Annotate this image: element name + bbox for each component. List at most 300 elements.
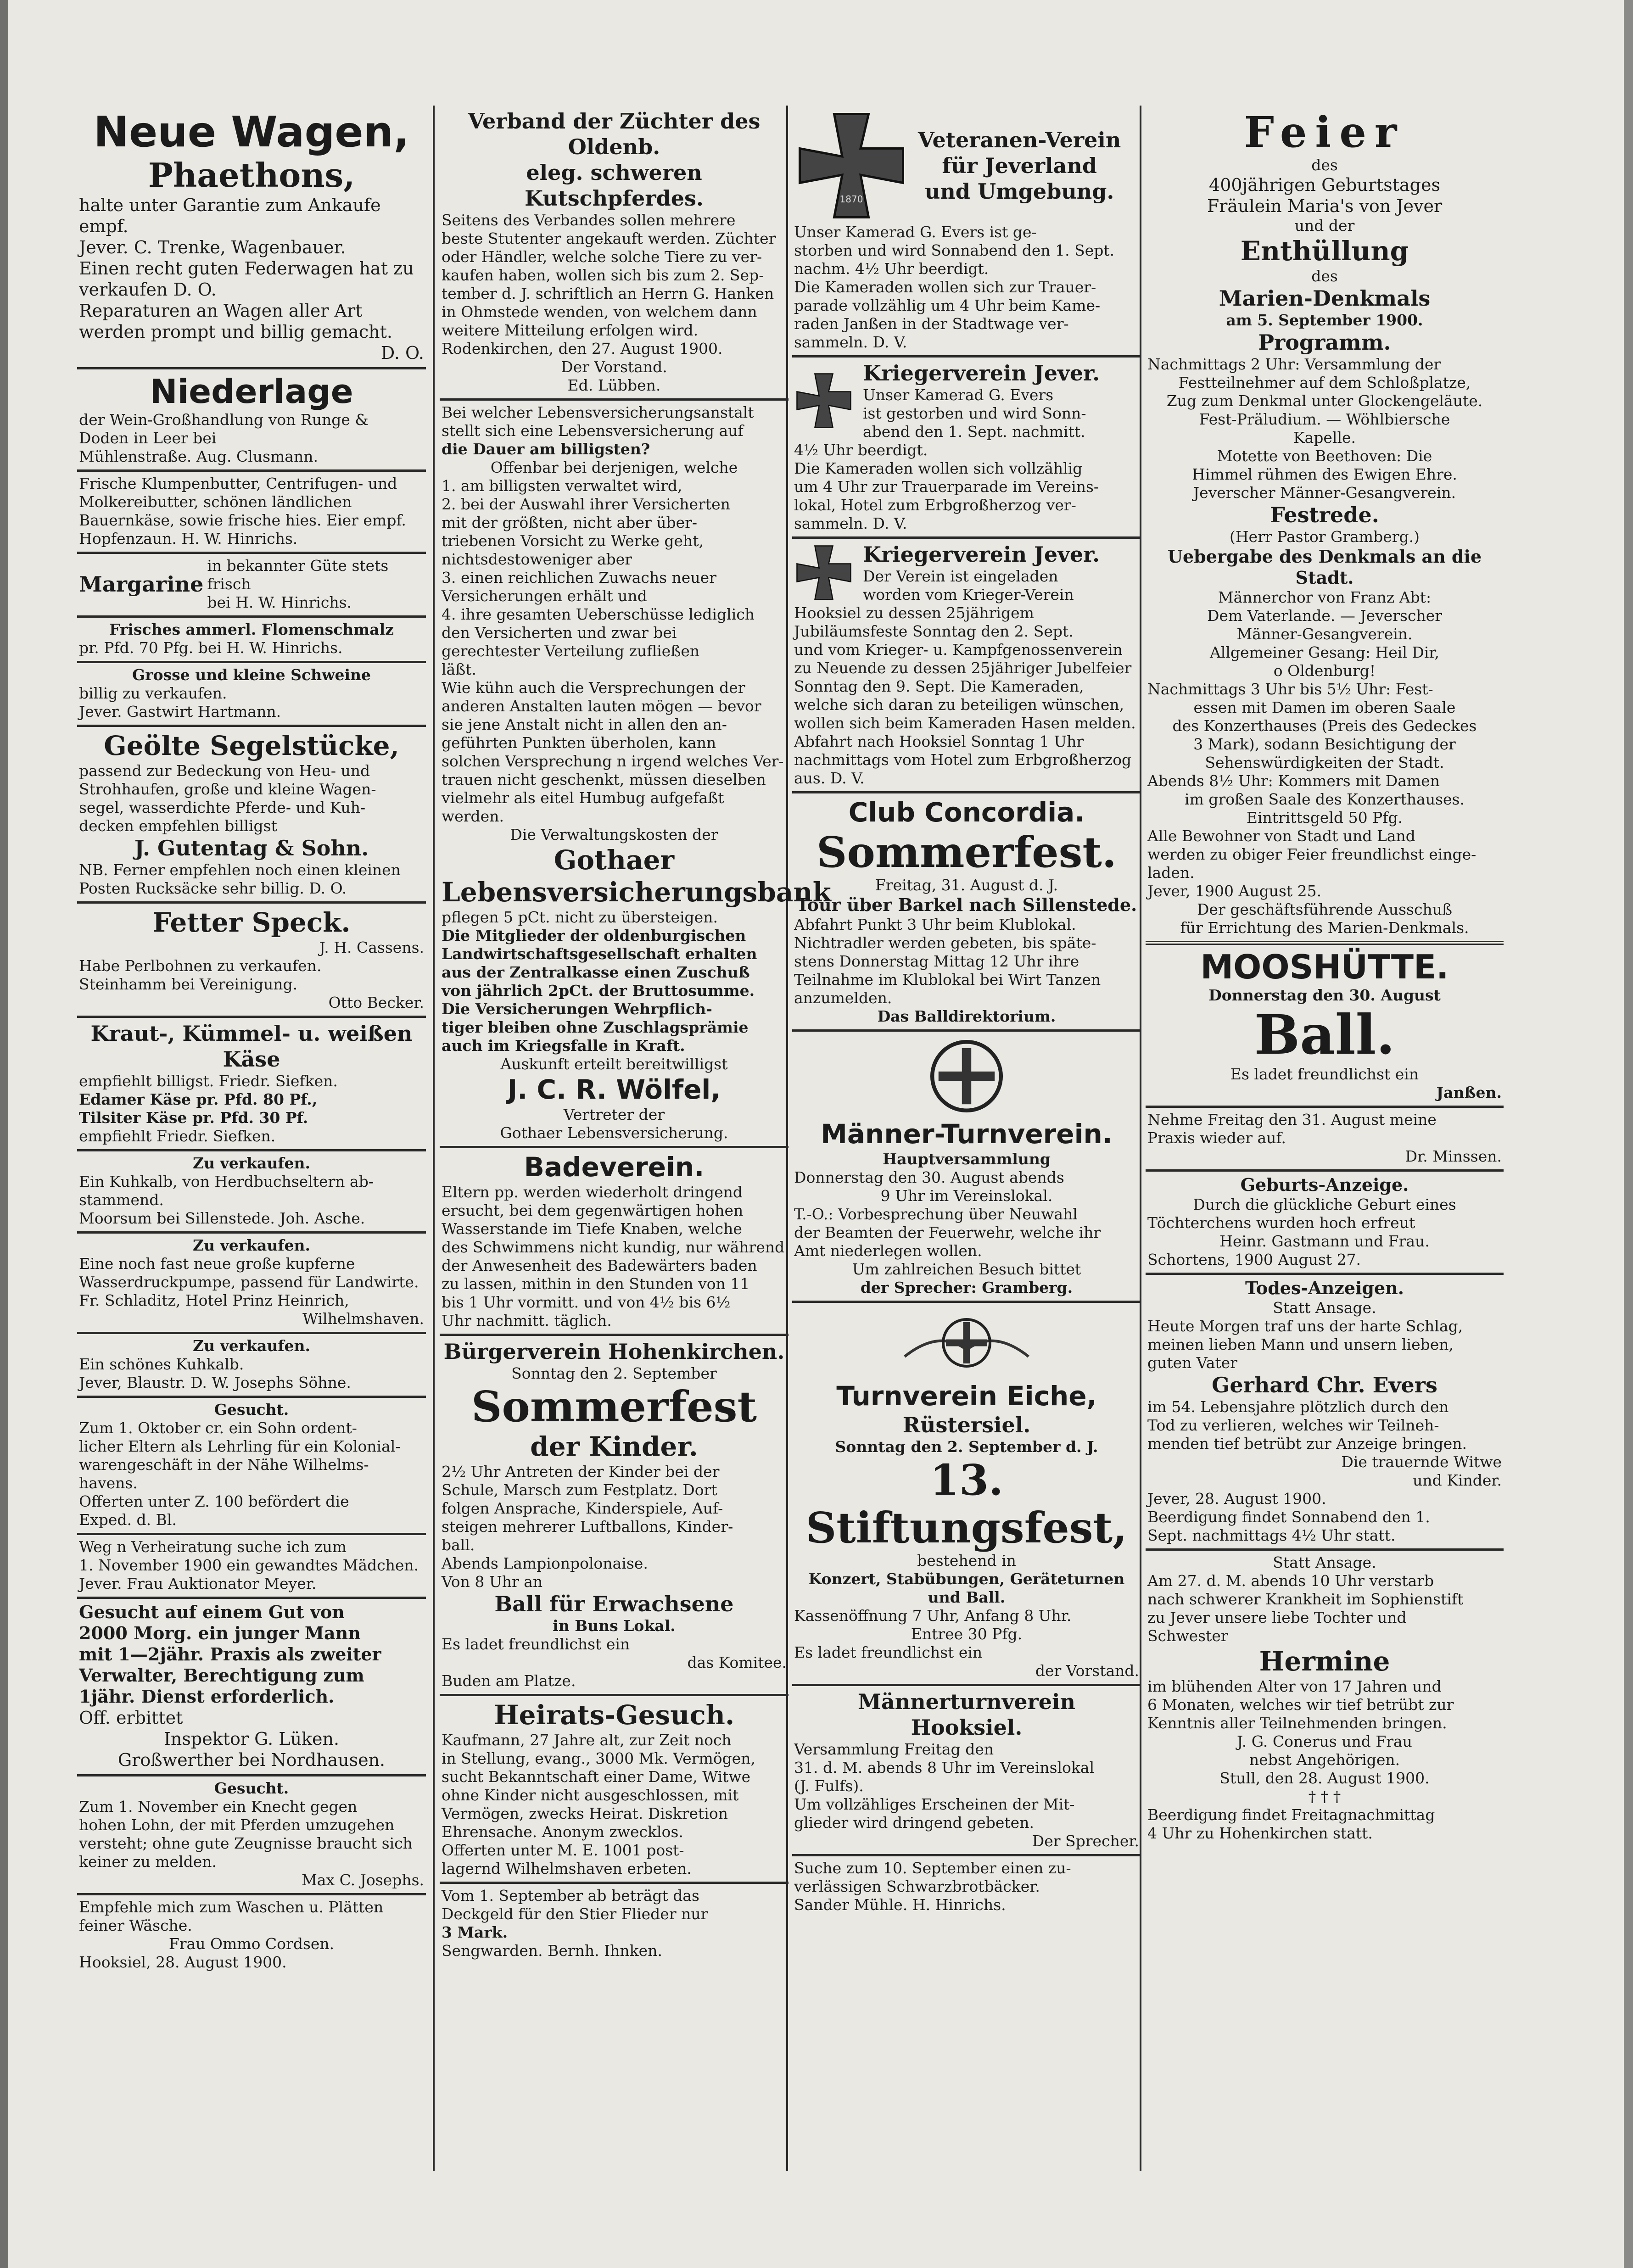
text-line: Gothaer Lebensversicherung.: [500, 1124, 728, 1142]
ad-title: der Kinder.: [530, 1431, 698, 1462]
text-line: Weg n Verheiratung suche ich zum: [79, 1538, 347, 1556]
text-line: Abfahrt Punkt 3 Uhr beim Klublokal.: [794, 916, 1076, 933]
ad-title: MOOSHÜTTE.: [1200, 948, 1449, 986]
text-line: Hooksiel, 28. August 1900.: [79, 1953, 287, 1971]
text-line: Rodenkirchen, den 27. August 1900.: [442, 340, 723, 358]
text-line: Teilnahme im Klublokal bei Wirt Tanzen: [794, 971, 1101, 989]
text-line: Jever. Gastwirt Hartmann.: [79, 703, 281, 721]
text-line: Hooksiel zu dessen 25jährigem: [794, 604, 1034, 622]
text-line: Ehrensache. Anonym zwecklos.: [442, 1823, 683, 1841]
text-line: bestehend in: [917, 1552, 1016, 1570]
text-line: Beerdigung findet Freitagnachmittag: [1147, 1806, 1435, 1824]
text-line: Wie kühn auch die Versprechungen der: [442, 679, 745, 697]
text-line: Kapelle.: [1293, 429, 1356, 447]
text-line: empfiehlt Friedr. Siefken.: [79, 1127, 276, 1145]
text-line: Wasserstande im Tiefe Knaben, welche: [442, 1220, 742, 1238]
text-line: Jubiläumsfeste Sonntag den 2. Sept.: [794, 622, 1074, 640]
text-line: segel, wasserdichte Pferde- und Kuh-: [79, 799, 366, 816]
text-line: Es ladet freundlichst ein: [1230, 1065, 1419, 1083]
text-line: steigen mehrerer Luftballons, Kinder-: [442, 1518, 733, 1536]
ad-title: Enthüllung: [1240, 235, 1409, 267]
text-line: die Dauer am billigsten?: [442, 440, 650, 458]
text-line: Sonntag den 9. Sept. Die Kameraden,: [794, 677, 1084, 695]
text-line: Töchterchens wurden hoch erfreut: [1147, 1214, 1415, 1232]
ad-title: Kriegerverein Jever.: [863, 361, 1100, 385]
text-line: verlässigen Schwarzbrotbäcker.: [794, 1877, 1040, 1895]
text-line: Bauernkäse, sowie frische hies. Eier empf.: [79, 511, 406, 529]
ad-geburts-anzeige: [1146, 1172, 1504, 1275]
text-line: aus. D. V.: [794, 769, 865, 787]
text-line: Motette von Beethoven: Die: [1217, 447, 1432, 465]
text-line: Frisches ammerl. Flomenschmalz: [109, 620, 394, 638]
ad-title: Heirats-Gesuch.: [493, 1699, 735, 1731]
ad-neue-wagen: [77, 106, 426, 369]
text-line: Beerdigung findet Sonnabend den 1.: [1147, 1508, 1430, 1526]
ad-title: Ball.: [1254, 1003, 1395, 1067]
text-line: beste Stutenter angekauft werden. Züchter: [442, 229, 776, 247]
ad-title: Feier: [1244, 107, 1405, 157]
ad-title: Verband der Züchter des Oldenb.: [468, 109, 761, 159]
text-line: Jever, Blaustr. D. W. Josephs Söhne.: [79, 1374, 351, 1391]
text-line: Die Versicherungen Wehrpflich-: [442, 1000, 712, 1018]
ad-heading: Zu verkaufen.: [192, 1154, 311, 1172]
text-line: ohne Kinder nicht ausgeschlossen, mit: [442, 1786, 739, 1804]
text-line: Ein schönes Kuhkalb.: [79, 1355, 244, 1373]
ad-verband: [440, 106, 789, 401]
column-3: [792, 106, 1141, 1918]
ad-title: Geölte Segelstücke,: [104, 730, 399, 761]
text-line: Otto Becker.: [328, 994, 424, 1011]
text-line: 4. ihre gesamten Ueberschüsse lediglich: [442, 605, 755, 623]
text-line: Fr. Schladitz, Hotel Prinz Heinrich,: [79, 1291, 349, 1309]
text-line: von jährlich 2pCt. der Bruttosumme.: [442, 982, 755, 1000]
text-line: Stull, den 28. August 1900.: [1219, 1769, 1430, 1787]
text-line: Sehenswürdigkeiten der Stadt.: [1205, 754, 1444, 771]
text-line: Vertreter der: [563, 1106, 665, 1123]
text-line: Sengwarden. Bernh. Ihnken.: [442, 1942, 662, 1960]
text-line: licher Eltern als Lehrling für ein Kolonial-: [79, 1437, 401, 1455]
ad-todes-anzeige-hermine: [1146, 1551, 1504, 1846]
text-line: in Buns Lokal.: [553, 1617, 676, 1635]
ad-mooshuette: [1146, 945, 1504, 1108]
text-line: werden prompt und billig gemacht.: [79, 322, 392, 342]
ad-butter: [77, 472, 426, 554]
text-line: Sonntag den 2. September d. J.: [835, 1438, 1098, 1456]
ad-maenner-turnverein: [792, 1032, 1141, 1303]
ad-title: Todes-Anzeigen.: [1245, 1278, 1404, 1298]
text-line: läßt.: [442, 660, 477, 678]
text-line: Es ladet freundlichst ein: [794, 1643, 983, 1661]
text-line: in bekannter Güte stets frisch: [207, 557, 389, 593]
text-line: Heinr. Gastmann und Frau.: [1219, 1232, 1430, 1250]
text-line: der Beamten der Feuerwehr, welche ihr: [794, 1223, 1101, 1241]
text-line: Donnerstag den 30. August: [1208, 986, 1441, 1004]
text-line: Am 27. d. M. abends 10 Uhr verstarb: [1147, 1572, 1434, 1590]
text-line: warengeschäft in der Nähe Wilhelms-: [79, 1456, 369, 1474]
text-line: folgen Ansprache, Kinderspiele, Auf-: [442, 1499, 723, 1517]
text-line: den Versicherten und zwar bei: [442, 624, 677, 642]
text-line: (J. Fulfs).: [794, 1777, 864, 1795]
text-line: Habe Perlbohnen zu verkaufen.: [79, 957, 322, 975]
text-line: oder Händler, welche solche Tiere zu ver-: [442, 248, 762, 266]
text-line: Festteilnehmer auf dem Schloßplatze,: [1178, 374, 1471, 391]
ad-title: Sommerfest: [471, 1382, 757, 1431]
text-line: guten Vater: [1147, 1354, 1237, 1372]
text-line: mit 1—2jähr. Praxis als zweiter: [79, 1644, 381, 1665]
text-line: Eine noch fast neue große kupferne: [79, 1255, 355, 1273]
text-line: Jeverscher Männer-Gesangverein.: [1193, 484, 1456, 502]
ad-buergerverein: [440, 1336, 789, 1696]
text-line: Allgemeiner Gesang: Heil Dir,: [1209, 643, 1440, 661]
text-line: Amt niederlegen wollen.: [794, 1242, 982, 1260]
text-line: Edamer Käse pr. Pfd. 80 Pf.,: [79, 1090, 318, 1108]
text-line: ersucht, bei dem gegenwärtigen hohen: [442, 1201, 744, 1219]
text-line: Nachmittags 2 Uhr: Versammlung der: [1147, 355, 1441, 373]
text-line: Molkereibutter, schönen ländlichen: [79, 493, 352, 511]
text-line: 6 Monaten, welches wir tief betrübt zur: [1147, 1696, 1454, 1714]
ad-title: Kraut-, Kümmel- u. weißen Käse: [90, 1021, 413, 1072]
ad-title: Bürgerverein Hohenkirchen.: [443, 1339, 785, 1364]
text-line: Sept. nachmittags 4½ Uhr statt.: [1147, 1526, 1396, 1544]
text-line: Kaufmann, 27 Jahre alt, zur Zeit noch: [442, 1731, 732, 1749]
ad-title: und Umgebung.: [924, 179, 1114, 204]
text-line: Nichtradler werden gebeten, bis späte-: [794, 934, 1096, 952]
text-line: Zug zum Denkmal unter Glockengeläute.: [1166, 392, 1483, 410]
ad-margarine: [77, 554, 426, 618]
text-line: ist gestorben und wird Sonn-: [863, 404, 1086, 422]
text-line: und Kinder.: [1413, 1471, 1502, 1489]
text-line: Off. erbittet: [79, 1708, 183, 1728]
ad-schwarzbrot: [792, 1856, 1141, 1918]
ad-title: Fetter Speck.: [152, 907, 351, 938]
text-line: 3. einen reichlichen Zuwachs neuer: [442, 569, 716, 587]
text-line: des Schwimmens nicht kundig, nur während: [442, 1238, 785, 1256]
text-line: J. Gutentag & Sohn.: [134, 836, 369, 860]
ad-speck: [77, 904, 426, 1018]
text-line: der Sprecher: Gramberg.: [860, 1279, 1073, 1296]
ad-title: Neue Wagen,: [93, 107, 410, 156]
text-line: Gesucht auf einem Gut von: [79, 1602, 345, 1622]
ad-lehrling: [77, 1398, 426, 1535]
text-line: Es ladet freundlichst ein: [442, 1635, 630, 1653]
text-line: Bei welcher Lebensversicherungsanstalt: [442, 403, 754, 421]
text-line: verkaufen D. O.: [79, 279, 217, 300]
text-line: ball.: [442, 1536, 475, 1554]
page-edge: [0, 0, 8, 2268]
column-rule: [433, 106, 435, 2171]
text-line: Himmel rühmen des Ewigen Ehre.: [1192, 465, 1457, 483]
text-line: Ed. Lübben.: [567, 376, 661, 394]
text-line: anzumelden.: [794, 989, 892, 1007]
text-line: Max C. Josephs.: [302, 1871, 424, 1889]
text-line: Steinhamm bei Vereinigung.: [79, 975, 298, 993]
ad-title: Gothaer: [554, 844, 675, 876]
iron-cross-icon: [794, 108, 909, 223]
text-line: Dem Vaterlande. — Jeverscher: [1207, 607, 1443, 625]
cross-year: 1870: [839, 194, 863, 205]
text-line: raden Janßen in der Stadtwage ver-: [794, 315, 1069, 333]
text-line: Der Sprecher.: [1032, 1832, 1139, 1850]
text-line: 1. November 1900 ein gewandtes Mädchen.: [79, 1556, 419, 1574]
text-line: halte unter Garantie zum Ankaufe empf.: [79, 195, 381, 236]
ad-kaese: [77, 1018, 426, 1151]
text-line: 1. am billigsten verwaltet wird,: [442, 477, 682, 495]
ad-title: Niederlage: [150, 372, 353, 411]
text-line: sammeln. D. V.: [794, 333, 907, 351]
text-line: meinen lieben Mann und unsern lieben,: [1147, 1335, 1454, 1353]
text-line: pflegen 5 pCt. nicht zu übersteigen.: [442, 908, 718, 926]
text-line: Die Verwaltungskosten der: [510, 826, 718, 844]
text-line: lagernd Wilhelmshaven erbeten.: [442, 1860, 692, 1877]
turner-cross-icon: [928, 1037, 1006, 1115]
text-line: J. G. Conerus und Frau: [1237, 1732, 1412, 1750]
text-line: Abends Lampionpolonaise.: [442, 1554, 648, 1572]
text-line: 3 Mark), sodann Besichtigung der: [1193, 735, 1456, 753]
text-line: essen mit Damen im oberen Saale: [1193, 698, 1456, 716]
text-line: bis 1 Uhr vormitt. und von 4½ bis 6½: [442, 1293, 731, 1311]
text-line: Empfehle mich zum Waschen u. Plätten: [79, 1898, 384, 1916]
text-line: mit der größten, nicht aber über-: [442, 514, 698, 531]
ad-heading: Hauptversammlung: [883, 1150, 1051, 1168]
ad-heading: Programm.: [1258, 330, 1391, 355]
iron-cross-icon: [794, 371, 854, 430]
text-line: Tod zu verlieren, welches wir Teilneh-: [1147, 1416, 1439, 1434]
text-line: Die Kameraden wollen sich zur Trauer-: [794, 278, 1096, 296]
text-line: Hopfenzaun. H. W. Hinrichs.: [79, 530, 298, 547]
ad-title: Lebensversicherungsbank: [442, 877, 831, 908]
text-line: triebenen Vorsicht zu Werke geht,: [442, 532, 704, 550]
text-line: feiner Wäsche.: [79, 1916, 192, 1934]
text-line: Statt Ansage.: [1273, 1299, 1376, 1317]
ad-title: Ball für Erwachsene: [494, 1592, 734, 1616]
text-line: Frau Ommo Cordsen.: [168, 1935, 335, 1953]
text-line: und der: [1294, 217, 1355, 235]
ad-veteranen-verein: [792, 106, 1141, 358]
ad-heading: Gesucht.: [214, 1401, 289, 1419]
text-line: pr. Pfd. 70 Pfg. bei H. W. Hinrichs.: [79, 639, 343, 657]
ad-title: Kriegerverein Jever.: [863, 542, 1100, 567]
text-line: Der Verein ist eingeladen: [863, 567, 1058, 585]
ad-segel: [77, 727, 426, 904]
turner-emblem-icon: [893, 1308, 1040, 1377]
text-line: wollen sich beim Kameraden Hasen melden.: [794, 714, 1136, 732]
text-line: Moorsum bei Sillenstede. Joh. Asche.: [79, 1209, 365, 1227]
text-line: billig zu verkaufen.: [79, 684, 227, 702]
ad-kriegerverein-2: [792, 539, 1141, 793]
text-line: Unser Kamerad G. Evers ist ge-: [794, 223, 1037, 241]
text-line: Seitens des Verbandes sollen mehrere: [442, 211, 736, 229]
ad-waesche: [77, 1895, 426, 1975]
text-line: nach schwerer Krankheit im Sophienstift: [1147, 1590, 1464, 1608]
ad-turnverein-eiche: [792, 1303, 1141, 1686]
text-line: sucht Bekanntschaft einer Dame, Witwe: [442, 1768, 751, 1786]
text-line: tiger bleiben ohne Zuschlagsprämie: [442, 1018, 749, 1036]
text-line: hohen Lohn, der mit Pferden umzugehen: [79, 1816, 395, 1834]
text-line: 9 Uhr im Vereinslokal.: [880, 1187, 1053, 1205]
text-line: Landwirtschaftsgesellschaft erhalten: [442, 945, 757, 963]
ad-heading: Gesucht.: [214, 1779, 289, 1797]
text-line: auch im Kriegsfalle in Kraft.: [442, 1037, 685, 1055]
text-line: Praxis wieder auf.: [1147, 1129, 1286, 1147]
text-line: Eintrittsgeld 50 Pfg.: [1246, 809, 1403, 827]
ad-maedchen: [77, 1535, 426, 1599]
ad-title: Veteranen-Verein: [918, 128, 1121, 152]
ad-title: eleg. schweren Kutschpferdes.: [525, 160, 704, 211]
text-line: 31. d. M. abends 8 Uhr im Vereinslokal: [794, 1759, 1095, 1776]
text-line: Das Balldirektorium.: [877, 1007, 1056, 1025]
text-line: im großen Saale des Konzerthauses.: [1185, 790, 1465, 808]
text-line: J. H. Cassens.: [319, 938, 424, 956]
text-line: storben und wird Sonnabend den 1. Sept.: [794, 241, 1115, 259]
text-line: Männer-Gesangverein.: [1236, 625, 1413, 643]
text-line: des: [1311, 156, 1338, 174]
text-line: Buden am Platze.: [442, 1672, 576, 1690]
text-line: passend zur Bedeckung von Heu- und: [79, 762, 370, 780]
crosses: † † †: [1308, 1788, 1341, 1805]
text-line: Die Mitglieder der oldenburgischen: [442, 927, 746, 944]
text-line: Inspektor G. Lüken.: [163, 1729, 340, 1749]
text-line: menden tief betrübt zur Anzeige bringen.: [1147, 1435, 1467, 1452]
text-line: stellt sich eine Lebensversicherung auf: [442, 422, 744, 440]
text-line: T.-O.: Vorbesprechung über Neuwahl: [794, 1205, 1078, 1223]
ad-pumpe: [77, 1234, 426, 1334]
text-line: o Oldenburg!: [1273, 662, 1376, 680]
text-line: Nehme Freitag den 31. August meine: [1147, 1111, 1437, 1128]
text-line: versteht; ohne gute Zeugnisse braucht sich: [79, 1834, 413, 1852]
text-line: nichtsdestoweniger aber: [442, 550, 632, 568]
text-line: trauen nicht geschenkt, müssen dieselben: [442, 771, 766, 788]
text-line: vielmehr als eitel Humbug aufgefaßt: [442, 789, 724, 807]
text-line: Freitag, 31. August d. J.: [875, 876, 1058, 894]
ad-title: Hooksiel.: [911, 1715, 1023, 1740]
text-line: zu Jever unsere liebe Tochter und: [1147, 1609, 1407, 1626]
ad-title: Männerturnverein: [858, 1689, 1075, 1714]
text-line: Suche zum 10. September einen zu-: [794, 1859, 1071, 1877]
text-line: welche sich daran zu beteiligen wünschen,: [794, 696, 1124, 714]
text-line: im 54. Lebensjahre plötzlich durch den: [1147, 1398, 1449, 1416]
text-line: parade vollzählig um 4 Uhr beim Kame-: [794, 296, 1101, 314]
text-line: nachm. 4½ Uhr beerdigt.: [794, 260, 989, 278]
text-line: Offenbar bei derjenigen, welche: [490, 458, 738, 476]
text-line: und Ball.: [928, 1588, 1006, 1606]
column-1: [77, 106, 426, 1975]
text-line: Kenntnis aller Teilnehmenden bringen.: [1147, 1714, 1447, 1732]
ad-title: Turnverein Eiche,: [836, 1380, 1097, 1412]
text-line: Deckgeld für den Stier Flieder nur: [442, 1905, 708, 1923]
text-line: 2000 Morg. ein junger Mann: [79, 1623, 361, 1643]
text-line: Tour über Barkel nach Sillenstede.: [796, 894, 1137, 915]
ad-title: Sommerfest.: [816, 827, 1117, 877]
text-line: Grosse und kleine Schweine: [132, 666, 371, 684]
text-line: 2½ Uhr Antreten der Kinder bei der: [442, 1463, 720, 1480]
text-line: lokal, Hotel zum Erbgroßherzog ver-: [794, 496, 1076, 514]
text-line: Dr. Minssen.: [1405, 1147, 1502, 1165]
text-line: weitere Mitteilung erfolgen wird.: [442, 321, 699, 339]
text-line: das Komitee.: [687, 1654, 787, 1671]
ad-heading: Uebergabe des Denkmals an die Stadt.: [1167, 546, 1482, 588]
text-line: abend den 1. Sept. nachmitt.: [863, 423, 1085, 441]
ad-title: Club Concordia.: [848, 797, 1085, 828]
text-line: in Ohmstede wenden, von welchem dann: [442, 303, 757, 321]
text-line: Statt Ansage.: [1273, 1553, 1376, 1571]
ad-schmalz: [77, 618, 426, 663]
ad-heading: Zu verkaufen.: [192, 1236, 311, 1254]
text-line: D. O.: [380, 343, 424, 363]
text-line: Einen recht guten Federwagen hat zu: [79, 258, 414, 279]
ad-title: für Jeverland: [942, 153, 1097, 178]
ad-heading: Zu verkaufen.: [192, 1337, 311, 1355]
text-line: Schwester: [1147, 1627, 1228, 1645]
text-line: Schule, Marsch zum Festplatz. Dort: [442, 1481, 717, 1499]
text-line: Versicherungen erhält und: [442, 587, 647, 605]
text-line: Um zahlreichen Besuch bittet: [852, 1260, 1081, 1278]
text-line: Jever, 28. August 1900.: [1147, 1490, 1326, 1508]
text-line: havens.: [79, 1474, 138, 1492]
ad-todes-anzeige-evers: [1146, 1275, 1504, 1551]
text-line: Uhr nachmitt. täglich.: [442, 1312, 612, 1330]
text-line: 3 Mark.: [442, 1923, 508, 1941]
text-line: 400jährigen Geburtstages: [1209, 175, 1440, 195]
ad-kuhkalb: [77, 1151, 426, 1234]
text-line: Offerten unter Z. 100 befördert die: [79, 1492, 349, 1510]
text-line: Konzert, Stabübungen, Geräteturnen: [808, 1570, 1125, 1588]
text-line: in Stellung, evang., 3000 Mk. Vermögen,: [442, 1749, 756, 1767]
ad-subtitle: Phaethons,: [148, 156, 355, 195]
text-line: anderen Anstalten lauten mögen — bevor: [442, 697, 761, 715]
text-line: stammend.: [79, 1191, 164, 1209]
text-line: nachmittags vom Hotel zum Erbgroßherzog: [794, 751, 1132, 769]
text-line: sie jene Anstalt nicht in allen den an-: [442, 715, 727, 733]
text-line: Um vollzähliges Erscheinen der Mit-: [794, 1795, 1075, 1813]
text-line: Strohhaufen, große und kleine Wagen-: [79, 780, 376, 798]
ad-stier: [440, 1884, 789, 1964]
text-line: Jever. Frau Auktionator Meyer.: [79, 1575, 317, 1592]
text-line: Großwerther bei Nordhausen.: [117, 1750, 386, 1770]
text-line: Der geschäftsführende Ausschuß: [1197, 900, 1453, 918]
text-line: 1jähr. Dienst erforderlich.: [79, 1686, 335, 1707]
ad-title: Badeverein.: [524, 1151, 705, 1183]
text-line: Sander Mühle. H. Hinrichs.: [794, 1896, 1006, 1914]
ad-minssen: [1146, 1108, 1504, 1172]
text-line: der Vorstand.: [1035, 1662, 1139, 1680]
text-line: empfiehlt billigst. Friedr. Siefken.: [79, 1072, 338, 1090]
text-line: Wasserdruckpumpe, passend für Landwirte.: [79, 1273, 419, 1291]
text-line: Donnerstag den 30. August abends: [794, 1168, 1064, 1186]
text-line: Vermögen, zwecks Heirat. Diskretion: [442, 1804, 728, 1822]
text-line: werden.: [442, 807, 504, 825]
ad-heiratsgesuch: [440, 1696, 789, 1884]
ad-badeverein: [440, 1148, 789, 1336]
text-line: Eltern pp. werden wiederholt dringend: [442, 1183, 743, 1201]
text-line: und vom Krieger- u. Kampfgenossenverein: [794, 641, 1123, 659]
text-line: Sonntag den 2. September: [511, 1364, 717, 1382]
text-line: kaufen haben, wollen sich bis zum 2. Sep-: [442, 266, 764, 284]
text-line: Abends 8½ Uhr: Kommers mit Damen: [1147, 772, 1440, 790]
text-line: 2. bei der Auswahl ihrer Versicherten: [442, 495, 730, 513]
text-line: gerechtester Verteilung zufließen: [442, 642, 700, 660]
text-line: glieder wird dringend gebeten.: [794, 1814, 1034, 1832]
text-line: Die Kameraden wollen sich vollzählig: [794, 459, 1083, 477]
text-line: Unser Kamerad G. Evers: [863, 386, 1054, 404]
ad-niederlage: [77, 369, 426, 472]
column-4: [1146, 106, 1504, 1846]
text-line: Reparaturen an Wagen aller Art: [79, 301, 363, 321]
text-line: Schortens, 1900 August 27.: [1147, 1251, 1361, 1268]
text-line: Jever. C. Trenke, Wagenbauer.: [79, 237, 346, 257]
text-line: Fest-Präludium. — Wöhlbiersche: [1199, 410, 1450, 428]
ad-title: Gerhard Chr. Evers: [1212, 1373, 1437, 1397]
text-line: solchen Versprechung n irgend welches Ver-: [442, 752, 784, 770]
